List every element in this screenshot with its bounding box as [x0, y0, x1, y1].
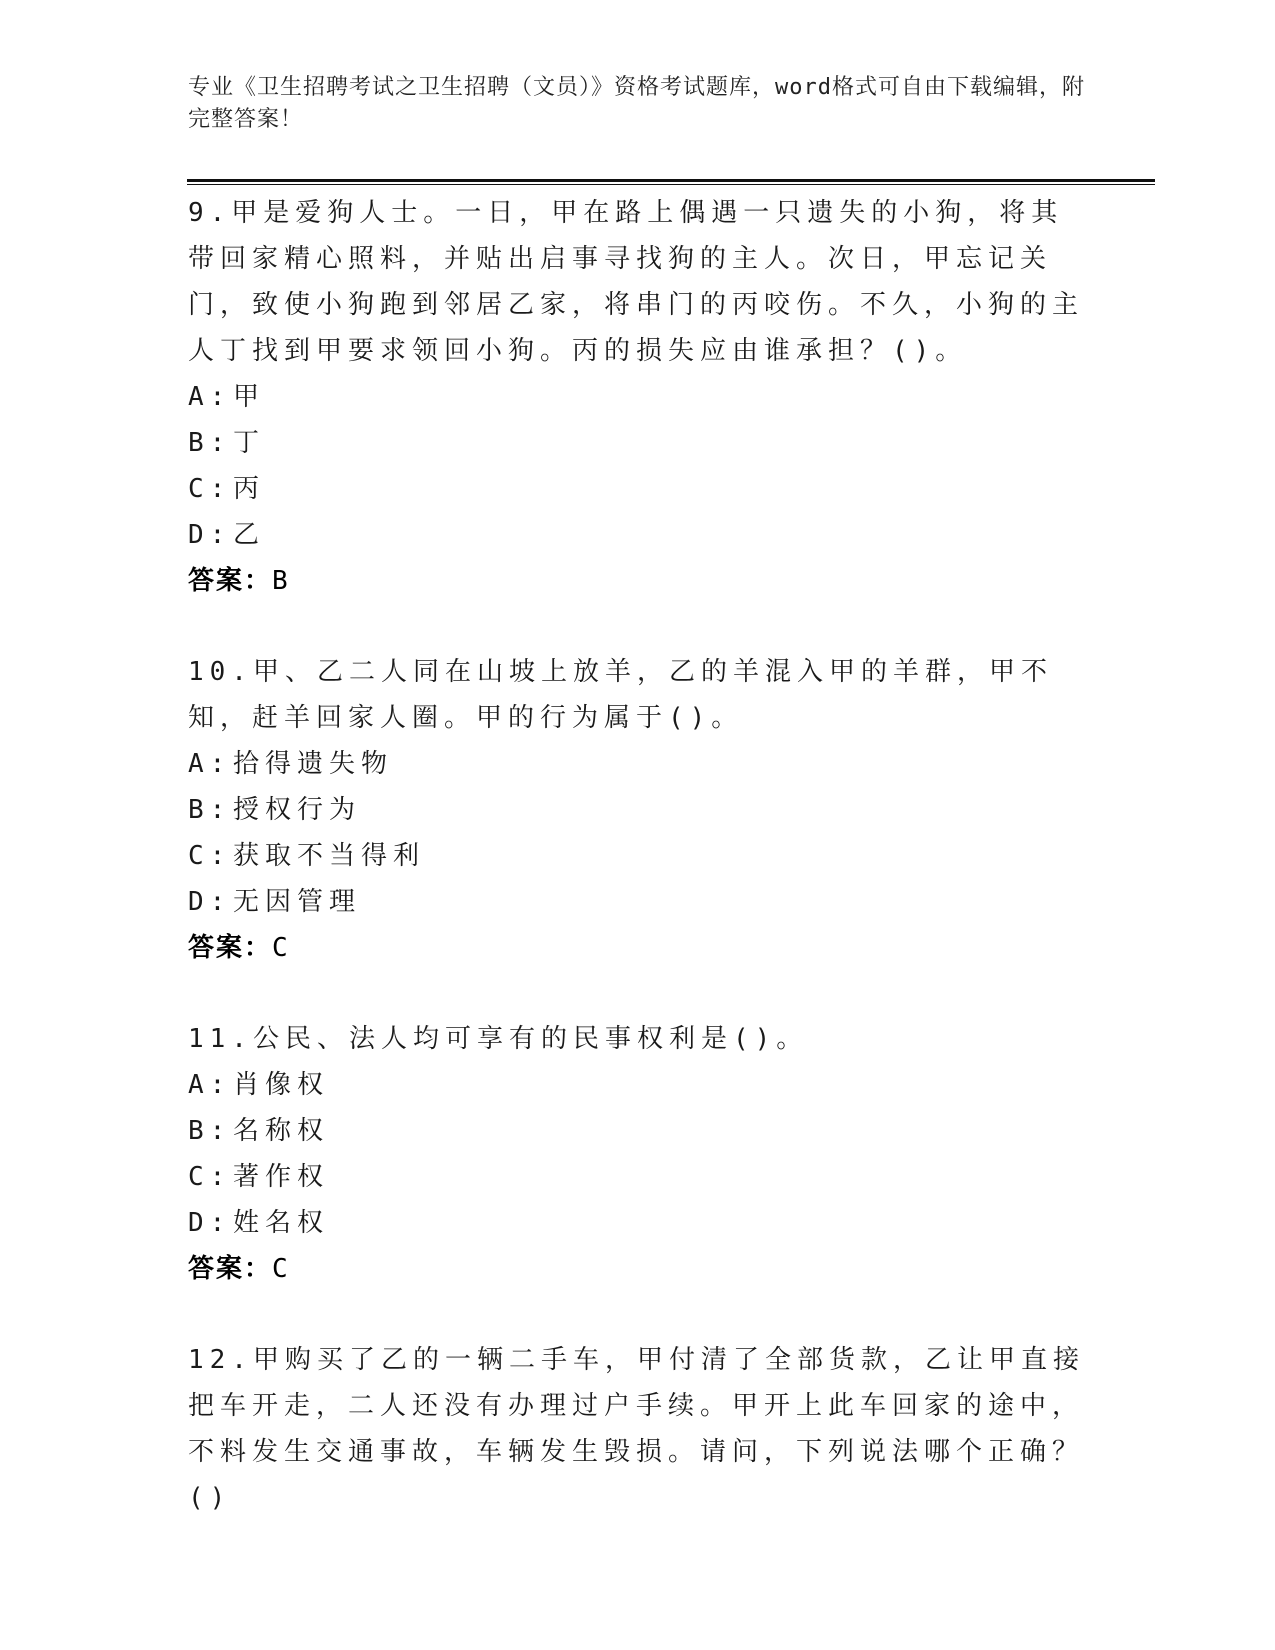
option-letter: A: [188, 1070, 232, 1100]
option-d [188, 1200, 1093, 1246]
option-c [188, 1154, 1093, 1200]
option-a [188, 741, 1093, 787]
answer-line [188, 925, 1093, 971]
question-10 [188, 649, 1093, 971]
option-letter: B: [188, 1116, 232, 1146]
option-letter: D: [188, 887, 232, 917]
spacer [188, 971, 1093, 1016]
option-letter: D: [188, 1208, 232, 1238]
option-text: 著作权 [233, 1162, 330, 1192]
option-text: 获取不当得利 [233, 841, 426, 871]
option-letter: B: [188, 795, 232, 825]
question-12 [188, 1337, 1093, 1521]
question-stem: 10.甲、乙二人同在山坡上放羊，乙的羊混入甲的羊群，甲不知，赶羊回家人圈。甲的行为属于()。 [188, 657, 1053, 733]
option-letter: A: [188, 382, 232, 412]
spacer [188, 1292, 1093, 1337]
option-text: 丁 [233, 428, 266, 458]
option-text: 拾得遗失物 [233, 749, 394, 779]
option-b [188, 1108, 1093, 1154]
option-a [188, 1062, 1093, 1108]
answer-label: 答案： [188, 566, 273, 596]
option-c [188, 466, 1093, 512]
question-9 [188, 190, 1093, 604]
header-divider-thick [187, 179, 1155, 182]
answer-line [188, 558, 1093, 604]
question-stem: 9.甲是爱狗人士。一日，甲在路上偶遇一只遗失的小狗，将其带回家精心照料，并贴出启事寻找狗的主人。次日，甲忘记关门，致使小狗跑到邻居乙家，将串门的丙咬伤。不久，小狗的主人丁找到甲要求领回小狗。丙的损失应由谁承担？()。 [188, 198, 1085, 366]
option-letter: B: [188, 428, 232, 458]
answer-label: 答案： [188, 933, 273, 963]
question-11 [188, 1016, 1093, 1292]
answer-line [188, 1246, 1093, 1292]
option-text: 授权行为 [233, 795, 362, 825]
option-text: 丙 [233, 474, 266, 504]
option-text: 甲 [233, 382, 266, 412]
question-stem: 11.公民、法人均可享有的民事权利是()。 [188, 1024, 809, 1054]
option-letter: A: [188, 749, 232, 779]
option-text: 姓名权 [233, 1208, 330, 1238]
header-divider-thin [187, 184, 1155, 185]
option-text: 无因管理 [233, 887, 362, 917]
option-c [188, 833, 1093, 879]
option-letter: D: [188, 520, 232, 550]
spacer [188, 604, 1093, 649]
option-d [188, 879, 1093, 925]
answer-value: C [272, 933, 290, 963]
option-d [188, 512, 1093, 558]
option-letter: C: [188, 474, 232, 504]
answer-label: 答案： [188, 1254, 273, 1284]
option-a [188, 374, 1093, 420]
question-list [188, 190, 1093, 1521]
option-text: 乙 [233, 520, 266, 550]
option-text: 肖像权 [233, 1070, 330, 1100]
answer-value: B [272, 566, 290, 596]
option-text: 名称权 [233, 1116, 330, 1146]
option-letter: C: [188, 841, 232, 871]
option-b [188, 420, 1093, 466]
option-b [188, 787, 1093, 833]
option-letter: C: [188, 1162, 232, 1192]
question-stem: 12.甲购买了乙的一辆二手车，甲付清了全部货款，乙让甲直接把车开走，二人还没有办理过户手续。甲开上此车回家的途中，不料发生交通事故，车辆发生毁损。请问，下列说法哪个正确？() [188, 1345, 1085, 1513]
document-header: 专业《卫生招聘考试之卫生招聘（文员）》资格考试题库，word格式可自由下载编辑，附完整答案！ [188, 75, 1085, 132]
answer-value: C [272, 1254, 290, 1284]
